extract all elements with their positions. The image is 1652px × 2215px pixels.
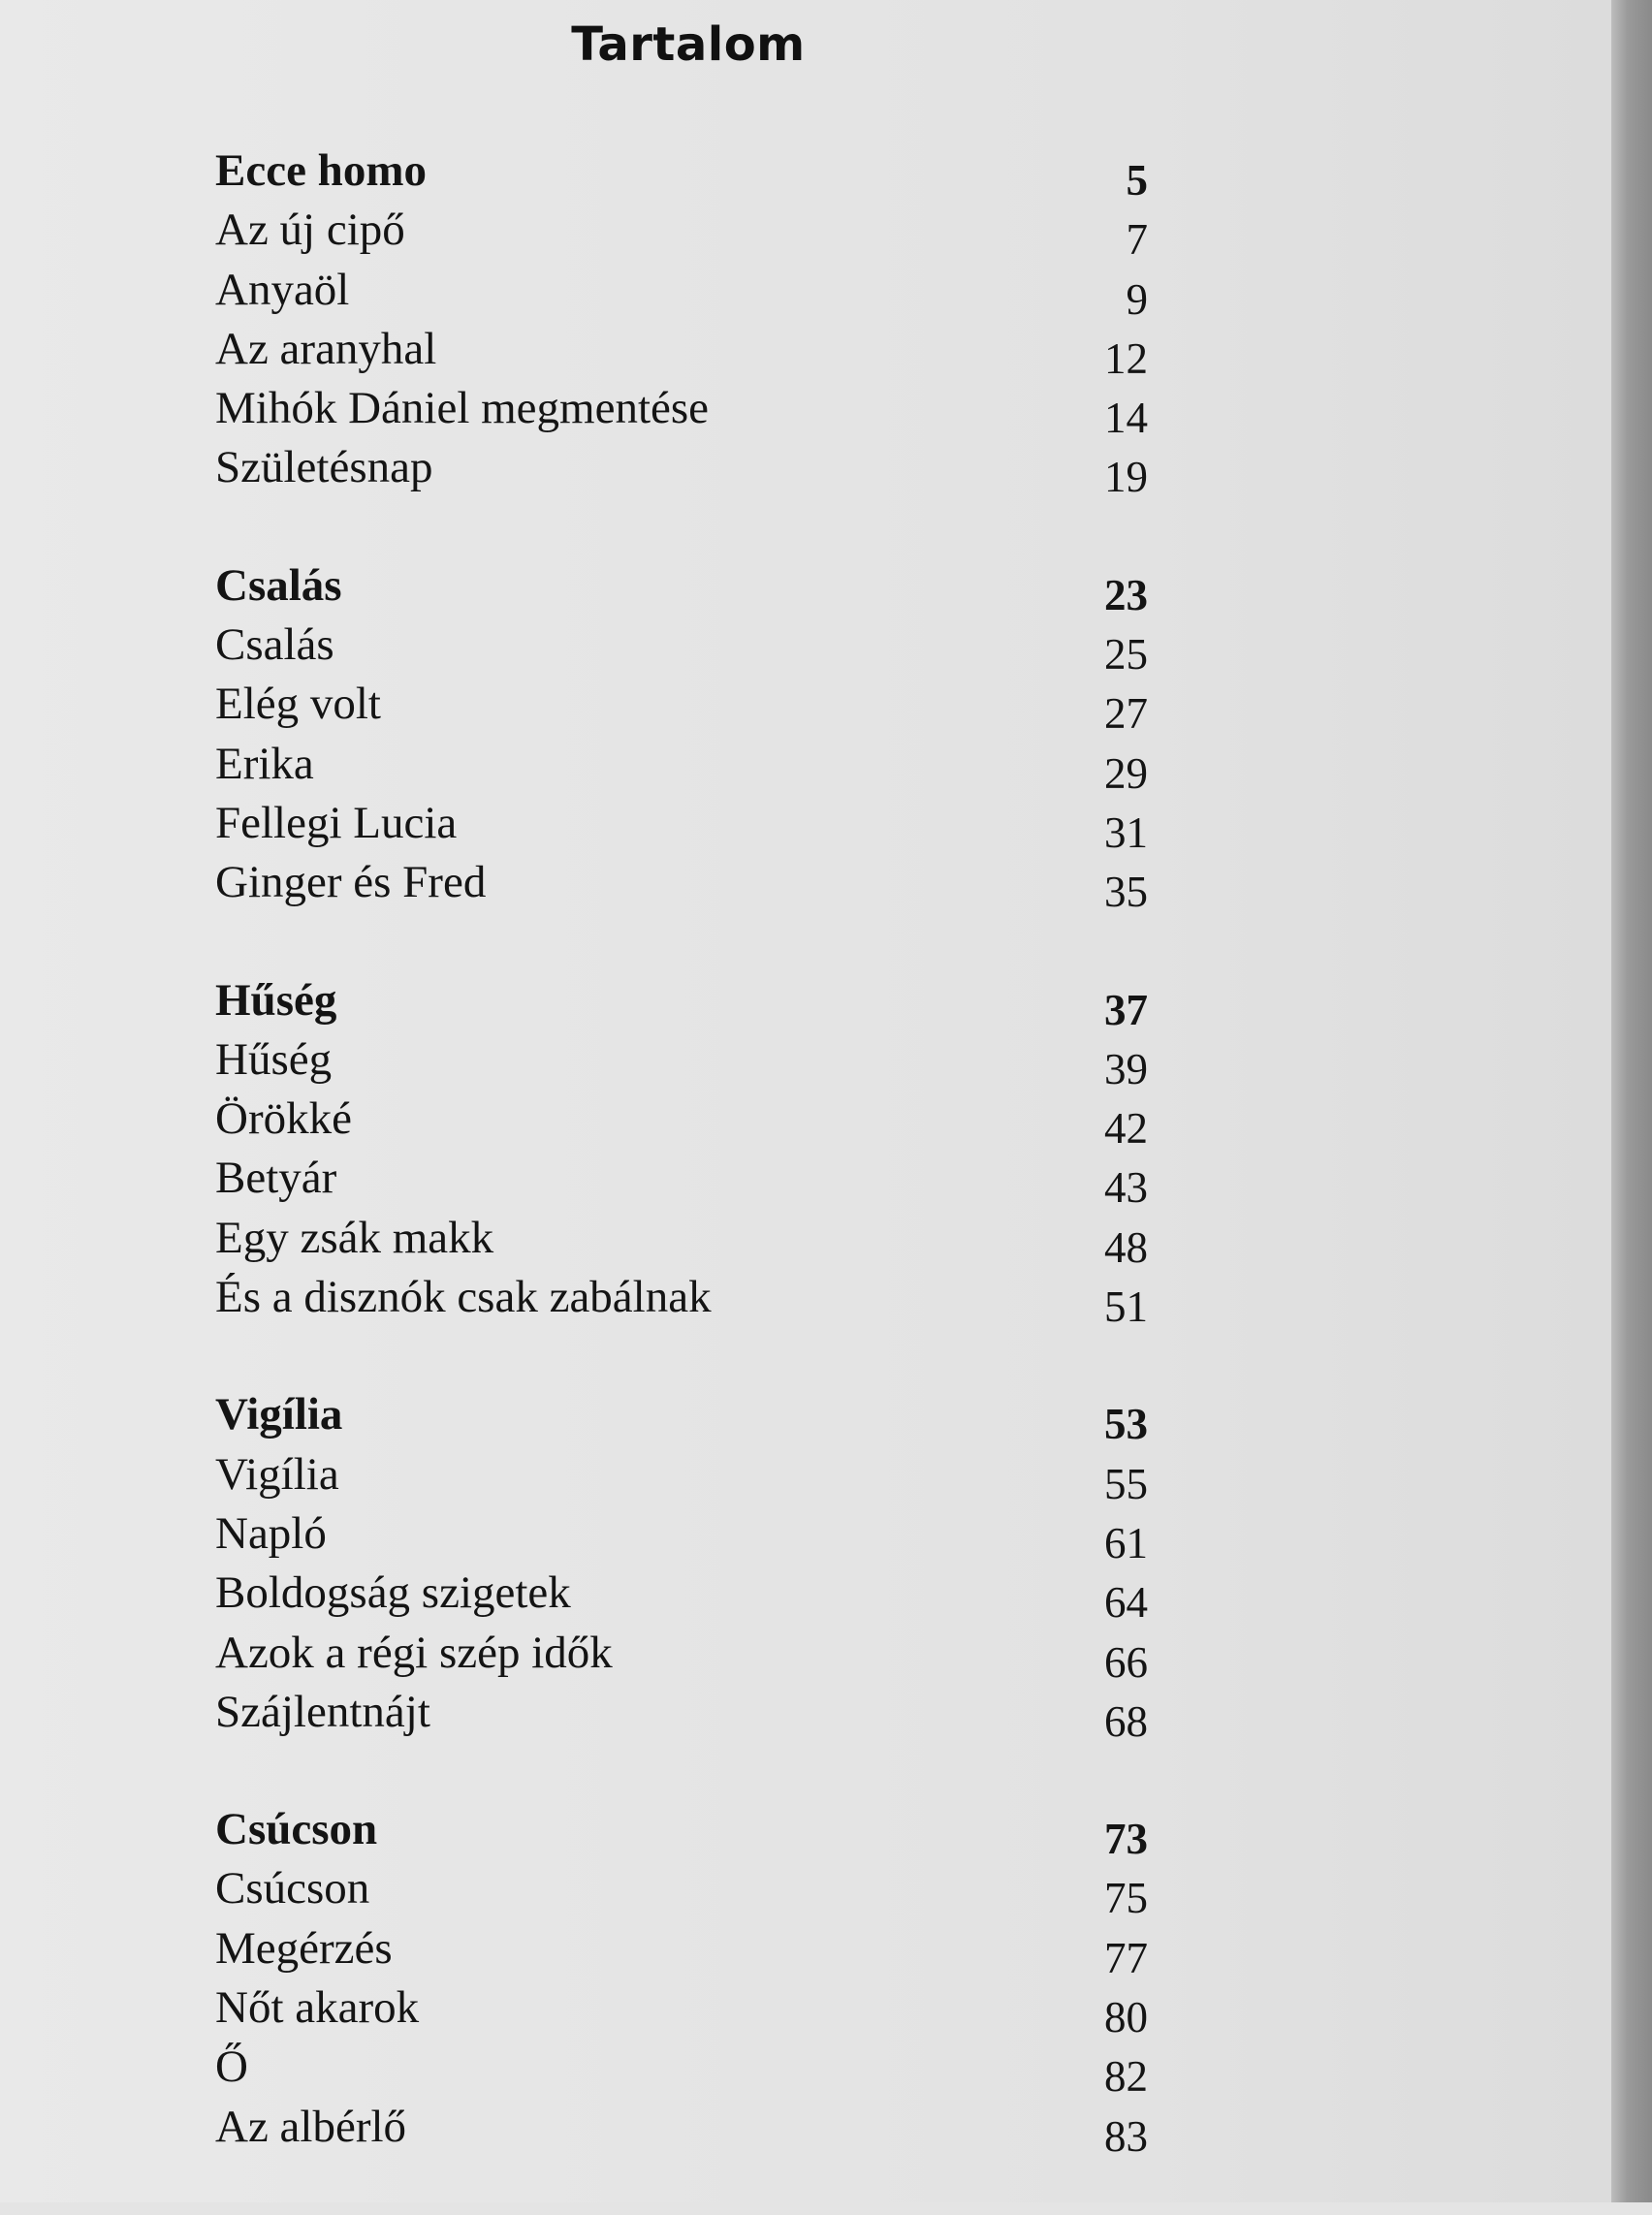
section-heading-row bbox=[215, 556, 1148, 619]
entry-title: Megérzés bbox=[215, 1922, 393, 1974]
entry-title: Boldogság szigetek bbox=[215, 1567, 571, 1619]
entry-title: Egy zsák makk bbox=[215, 1212, 494, 1263]
section-heading-row bbox=[215, 1385, 1148, 1449]
toc-section bbox=[215, 1385, 1148, 1746]
toc-entry-row bbox=[215, 735, 1148, 798]
entry-page-number: 14 bbox=[1104, 394, 1148, 443]
entry-title: Hűség bbox=[215, 1033, 333, 1085]
toc-entry-row bbox=[215, 1624, 1148, 1687]
entry-title: Elég volt bbox=[215, 679, 381, 730]
toc-entry-row bbox=[215, 1564, 1148, 1628]
toc-entry-row bbox=[215, 1919, 1148, 1982]
entry-page-number: 55 bbox=[1104, 1459, 1148, 1508]
entry-title: Csalás bbox=[215, 619, 334, 671]
entry-page-number: 51 bbox=[1104, 1282, 1148, 1332]
entry-title: Erika bbox=[215, 738, 314, 789]
entry-page-number: 39 bbox=[1104, 1044, 1148, 1093]
section-heading-title: Ecce homo bbox=[215, 145, 427, 196]
entry-page-number: 64 bbox=[1104, 1578, 1148, 1628]
toc-entry-row bbox=[215, 320, 1148, 383]
toc-entry-row bbox=[215, 1859, 1148, 1923]
section-heading-page: 37 bbox=[1104, 985, 1148, 1034]
entry-title: Az albérlő bbox=[215, 2101, 407, 2152]
entry-title: Az aranyhal bbox=[215, 323, 437, 374]
entry-title: És a disznók csak zabálnak bbox=[215, 1272, 712, 1323]
entry-title: Anyaöl bbox=[215, 264, 350, 315]
entry-page-number: 43 bbox=[1104, 1163, 1148, 1213]
section-heading-row bbox=[215, 971, 1148, 1034]
entry-page-number: 66 bbox=[1104, 1637, 1148, 1687]
entry-title: Betyár bbox=[215, 1153, 337, 1204]
entry-page-number: 75 bbox=[1104, 1874, 1148, 1923]
toc-entry-row bbox=[215, 1445, 1148, 1508]
entry-page-number: 31 bbox=[1104, 807, 1148, 857]
entry-page-number: 9 bbox=[1126, 274, 1148, 324]
section-heading-title: Csúcson bbox=[215, 1804, 378, 1855]
entry-title: Az új cipő bbox=[215, 205, 405, 256]
section-heading-row bbox=[215, 1800, 1148, 1864]
entry-title: Napló bbox=[215, 1507, 327, 1559]
toc-section bbox=[215, 971, 1148, 1332]
entry-page-number: 29 bbox=[1104, 748, 1148, 798]
entry-title: Ginger és Fred bbox=[215, 857, 487, 908]
entry-page-number: 77 bbox=[1104, 1933, 1148, 1982]
toc-entry-row bbox=[215, 379, 1148, 443]
toc-entry-row bbox=[215, 2098, 1148, 2161]
toc-entry-row bbox=[215, 2038, 1148, 2102]
toc-entry-row bbox=[215, 853, 1148, 917]
toc-entry-row bbox=[215, 1978, 1148, 2042]
toc-entry-row bbox=[215, 1683, 1148, 1746]
entry-page-number: 19 bbox=[1104, 453, 1148, 502]
table-of-contents bbox=[215, 142, 1148, 2215]
entry-title: Fellegi Lucia bbox=[215, 797, 458, 848]
section-heading-page: 73 bbox=[1104, 1815, 1148, 1864]
toc-entry-row bbox=[215, 675, 1148, 739]
entry-title: Örökké bbox=[215, 1093, 352, 1145]
entry-page-number: 35 bbox=[1104, 868, 1148, 917]
entry-title: Ő bbox=[215, 2041, 248, 2093]
entry-page-number: 48 bbox=[1104, 1222, 1148, 1272]
toc-entry-row bbox=[215, 438, 1148, 502]
entry-title: Születésnap bbox=[215, 442, 433, 493]
toc-entry-row bbox=[215, 616, 1148, 680]
toc-section bbox=[215, 1800, 1148, 2161]
section-heading-page: 23 bbox=[1104, 570, 1148, 619]
toc-entry-row bbox=[215, 1504, 1148, 1567]
entry-page-number: 80 bbox=[1104, 1993, 1148, 2042]
toc-entry-row bbox=[215, 1268, 1148, 1332]
entry-page-number: 7 bbox=[1126, 215, 1148, 265]
section-heading-title: Vigília bbox=[215, 1389, 343, 1440]
entry-page-number: 83 bbox=[1104, 2111, 1148, 2161]
toc-entry-row bbox=[215, 1090, 1148, 1154]
entry-title: Azok a régi szép idők bbox=[215, 1627, 613, 1678]
toc-section bbox=[215, 556, 1148, 917]
entry-title: Vigília bbox=[215, 1448, 339, 1500]
entry-page-number: 27 bbox=[1104, 689, 1148, 739]
entry-title: Nőt akarok bbox=[215, 1982, 420, 2034]
toc-entry-row bbox=[215, 261, 1148, 324]
section-heading-title: Csalás bbox=[215, 559, 342, 611]
entry-title: Szájlentnájt bbox=[215, 1686, 430, 1737]
toc-section bbox=[215, 142, 1148, 502]
entry-page-number: 82 bbox=[1104, 2052, 1148, 2102]
page-edge bbox=[1611, 0, 1652, 2202]
toc-entry-row bbox=[215, 1209, 1148, 1272]
page-title: Tartalom bbox=[571, 17, 806, 72]
entry-page-number: 68 bbox=[1104, 1696, 1148, 1746]
entry-page-number: 42 bbox=[1104, 1104, 1148, 1154]
section-heading-page: 5 bbox=[1126, 156, 1148, 205]
entry-page-number: 25 bbox=[1104, 630, 1148, 680]
toc-entry-row bbox=[215, 794, 1148, 857]
entry-page-number: 12 bbox=[1104, 333, 1148, 383]
toc-entry-row bbox=[215, 1030, 1148, 1093]
section-heading-row bbox=[215, 142, 1148, 205]
entry-page-number: 61 bbox=[1104, 1518, 1148, 1567]
entry-title: Mihók Dániel megmentése bbox=[215, 383, 710, 434]
section-heading-page: 53 bbox=[1104, 1400, 1148, 1449]
toc-entry-row bbox=[215, 1149, 1148, 1213]
toc-entry-row bbox=[215, 201, 1148, 265]
section-heading-title: Hűség bbox=[215, 974, 337, 1026]
entry-title: Csúcson bbox=[215, 1863, 370, 1914]
